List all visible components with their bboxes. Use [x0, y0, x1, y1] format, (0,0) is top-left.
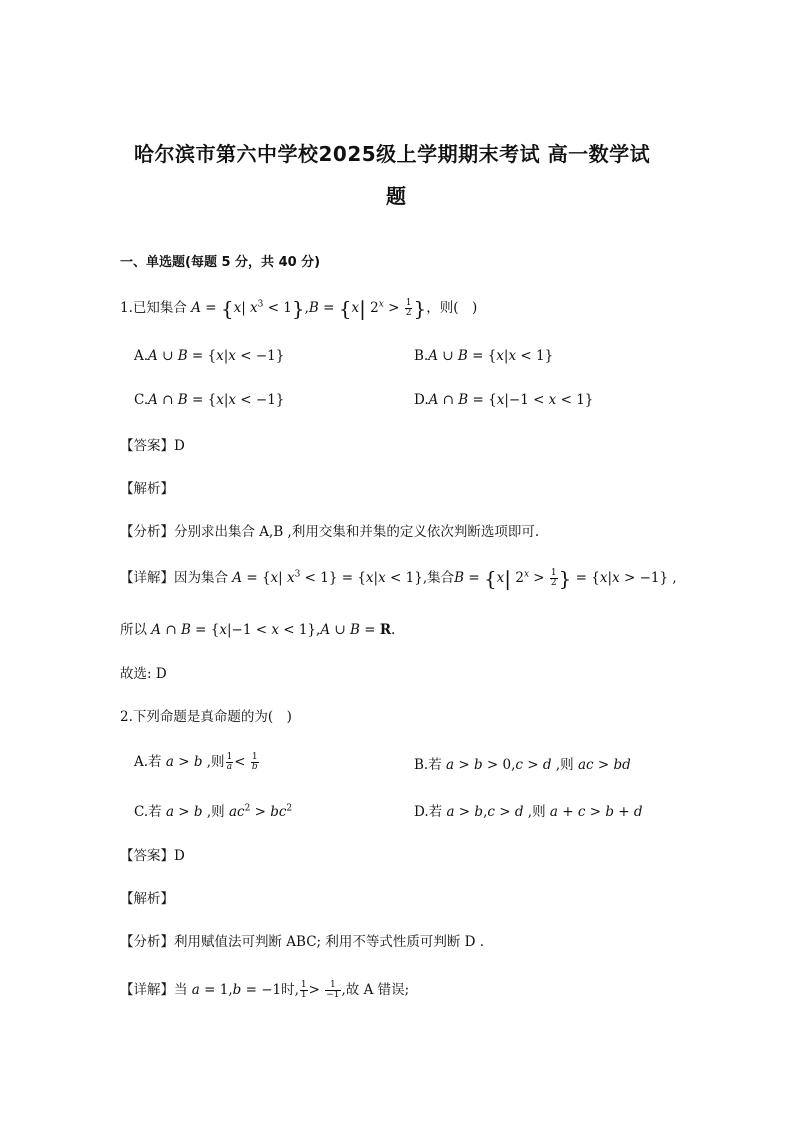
option-label: A. [134, 348, 149, 364]
option-mid: ,则 [206, 754, 225, 770]
option-label: D.若 [414, 804, 443, 820]
q1-analysis-tag: 【解析】 [120, 481, 174, 497]
section-heading: 一、单选题(每题 5 分，共 40 分) [120, 255, 321, 270]
option-label: B. [414, 348, 429, 364]
q1-option-d[interactable]: D.A ∩ B = {x|−1 < x < 1} [414, 392, 594, 408]
q1-choose: 故选: D [120, 666, 167, 682]
q1-detail: 【详解】因为集合 A = {x| $x^3 < 1\} = \{x|x < 1\}$,集合B = {x| $2^x$ > $\frac{1}{2}$ } = {x|x > −1} , [120, 566, 677, 591]
q2-answer: 【答案】D [120, 848, 185, 864]
q1-answer: 【答案】D [120, 438, 185, 454]
detail-when: 时, [281, 982, 299, 998]
q2-option-d[interactable]: D.若 a > b,c > d ,则 a + c > b + d [414, 804, 643, 820]
question-2-stem: 2.下列命题是真命题的为( ) [120, 709, 292, 725]
q2-option-c[interactable]: C.若 a > b ,则 $ac^2 > bc^2$ [134, 803, 293, 820]
option-label: C. [134, 392, 149, 408]
q1-conclusion: 所以 A ∩ B = {x|−1 < x < 1},A ∪ B = R. [120, 622, 396, 638]
option-label: A.若 [134, 754, 162, 770]
q1-option-a[interactable]: A.A ∪ B = {x|x < −1} [134, 348, 285, 364]
q1-option-b[interactable]: B.A ∪ B = {x|x < 1} [414, 348, 554, 364]
q2-fenxi: 【分析】利用赋值法可判断 ABC; 利用不等式性质可判断 D . [120, 934, 485, 950]
question-tail: ，则( ) [426, 300, 478, 316]
detail-mid: ,集合 [422, 570, 455, 586]
detail-tail: ,故 A 错误; [341, 982, 410, 998]
q2-detail: 【详解】当 a = 1,b = −1时, $\frac{1}{1}$ > $\frac{1}{-1}$ ,故 A 错误; [120, 980, 410, 1000]
q1-option-c[interactable]: C.A ∩ B = {x|x < −1} [134, 392, 285, 408]
option-mid: ,则 [555, 757, 574, 773]
q2-analysis-tag: 【解析】 [120, 891, 174, 907]
option-label: B.若 [414, 757, 442, 773]
option-label: D. [414, 392, 429, 408]
option-label: C.若 [134, 804, 162, 820]
question-number: 1. [120, 300, 133, 316]
detail-lead: 【详解】因为集合 [120, 570, 228, 586]
question-lead: 已知集合 [132, 300, 187, 316]
q2-option-a[interactable]: A.若 a > b ,则 $\frac{1}{a}$ < $\frac{1}{b}$ [134, 752, 258, 772]
option-mid: ,则 [527, 804, 546, 820]
so-label: 所以 [120, 622, 147, 638]
q2-option-b[interactable]: B.若 a > b > 0,c > d ,则 ac > bd [414, 757, 631, 773]
page-title-line1: 哈尔滨市第六中学校2025级上学期期末考试 高一数学试 [134, 142, 651, 166]
detail-lead: 【详解】当 [120, 982, 188, 998]
q1-fenxi: 【分析】分别求出集合 A,B ,利用交集和并集的定义依次判断选项即可. [120, 524, 540, 540]
option-mid: ,则 [206, 804, 225, 820]
page-title-line2: 题 [386, 184, 407, 208]
question-1-stem: 1.已知集合 A = {x| $x^3 < 1\},B = \{x|$ $2^x$ > $\frac{1}{2}$ }，则( ) [120, 296, 478, 321]
